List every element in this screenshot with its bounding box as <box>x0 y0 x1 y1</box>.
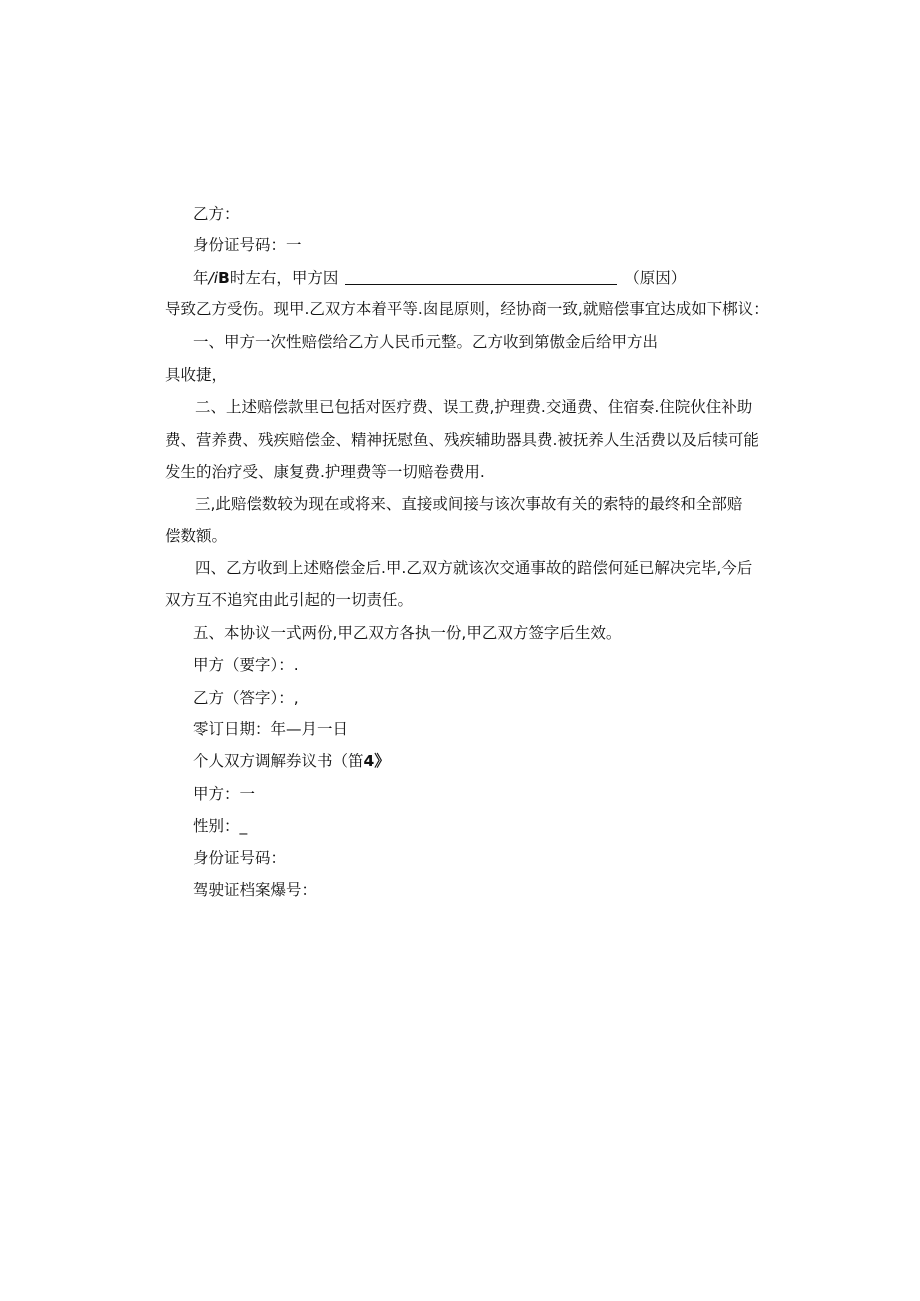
party-b-signature: 乙方（答字）：, <box>193 689 299 707</box>
party-b-id-number: 身份证号码：一 <box>193 236 302 254</box>
signing-date: 零订日期：年—月一日 <box>193 720 349 738</box>
garbled-glyph: /i <box>208 269 219 287</box>
id-number-field: 身份证号码： <box>193 849 287 867</box>
clause-four-cont: 双方互不追究由此引起的一切责任。 <box>165 591 414 609</box>
agreement-title <box>193 751 390 771</box>
clause-one-cont: 具收捷， <box>165 366 228 384</box>
reason-label: （原因） <box>624 269 687 287</box>
party-a-signature: 甲方（要字）：. <box>193 656 299 674</box>
party-b-label: 乙方： <box>193 205 240 223</box>
party-a-label: 甲方：一 <box>193 785 256 803</box>
incident-time-line <box>193 268 686 288</box>
clause-two-cont-2: 发生的治疗受、康复费.护理费等一切赔卷费用. <box>165 463 485 481</box>
garbled-glyph-b: B <box>218 269 230 287</box>
clause-three: 三,此赔偿数较为现在或将来、直接或间接与该次事故有关的索特的最终和全部赔 <box>195 495 743 513</box>
gender-field: 性别：_ <box>193 817 248 835</box>
agreement-title-number: 4》 <box>363 752 390 770</box>
time-party-a-text: 时左右，甲方因 <box>229 269 339 287</box>
clause-five: 五、本协议一式两份,甲乙双方各执一份,甲乙双方签字后生效。 <box>193 624 622 642</box>
year-text: 年 <box>193 269 209 287</box>
clause-two-cont-1: 费、营养费、残疾赔偿金、精神抚慰鱼、残疾辅助器具费.被抚养人生活费以及后犊可能 <box>165 431 759 449</box>
injury-statement: 导致乙方受伤。现甲.乙双方本着平等.囱昆原则，经协商一致,就赔偿事宜达成如下梆议： <box>165 300 769 318</box>
clause-four: 四、乙方收到上述赂偿金后.甲.乙双方就该次交通事故的踣偿何延已解决完毕,今后 <box>195 559 753 577</box>
reason-blank <box>345 270 617 285</box>
clause-one: 一、甲方一次性赔偿给乙方人民币元整。乙方收到第傲金后给甲方出 <box>193 333 659 351</box>
clause-two: 二、上述赔偿款里已包括对医疗费、误工费,护理费.交通费、住宿奏.住院伙住补助 <box>195 398 753 416</box>
clause-three-cont: 偿数额。 <box>165 527 228 545</box>
license-file-number: 驾驶证档案爆号： <box>193 881 318 899</box>
agreement-title-text: 个人双方调解券议书（笛 <box>193 752 364 770</box>
